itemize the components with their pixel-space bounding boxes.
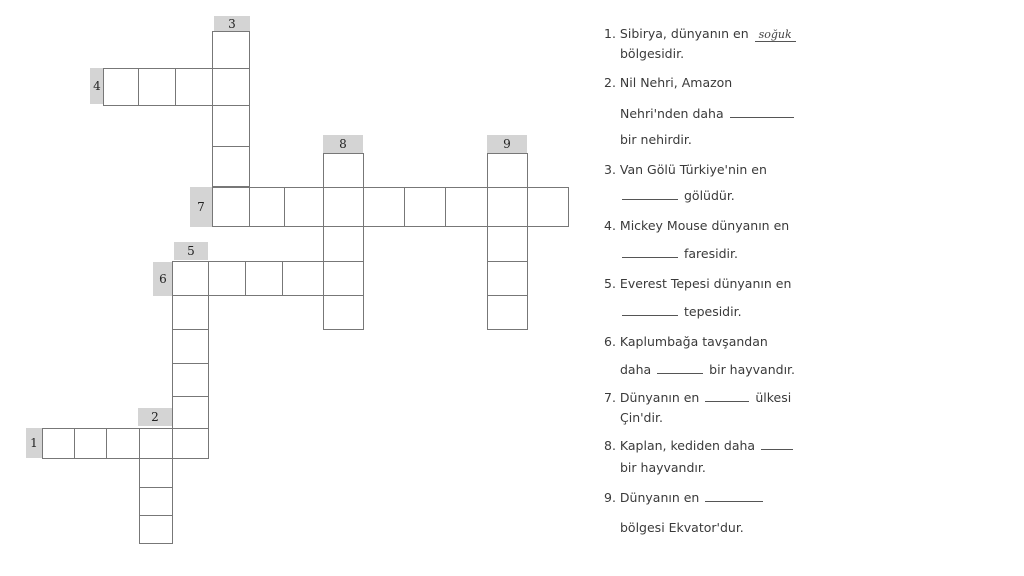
grid-cell[interactable] [172, 396, 209, 429]
answer-blank[interactable] [705, 490, 763, 502]
grid-cell[interactable] [139, 515, 173, 544]
grid-cell[interactable] [487, 261, 528, 296]
clue-2-continuation [620, 106, 796, 121]
grid-cell[interactable] [323, 226, 364, 262]
clue-number-label: 5. [604, 276, 616, 291]
grid-cell[interactable] [323, 261, 364, 296]
grid-cell[interactable] [106, 428, 140, 459]
grid-cell[interactable] [323, 295, 364, 330]
clue-7 [604, 390, 791, 405]
clue-text: Kaplan, kediden daha [619, 438, 756, 453]
clue-text: Everest Tepesi dünyanın en [619, 276, 792, 291]
answer-blank[interactable] [622, 304, 678, 316]
clue-text: faresidir. [683, 246, 738, 261]
clue-number-2: 2 [138, 408, 172, 426]
answer-blank[interactable] [657, 362, 703, 374]
grid-cell[interactable] [172, 428, 209, 459]
grid-cell[interactable] [172, 363, 209, 397]
grid-cell[interactable] [212, 187, 250, 227]
clue-9-continuation [620, 520, 744, 535]
answer-blank[interactable] [761, 438, 793, 450]
clue-6-continuation [620, 362, 795, 377]
grid-cell[interactable] [139, 458, 173, 488]
grid-cell[interactable] [208, 261, 246, 296]
grid-cell[interactable] [42, 428, 75, 459]
clue-number-7: 7 [190, 187, 212, 227]
clue-text: bir hayvandır. [709, 362, 796, 377]
answer-blank[interactable] [705, 390, 749, 402]
clue-text: gölüdür. [683, 188, 735, 203]
clue-2-continuation [620, 132, 692, 147]
clue-1-continuation [620, 46, 684, 61]
grid-cell[interactable] [139, 487, 173, 516]
clue-text: Dünyanın en [619, 490, 700, 505]
clue-1 [604, 26, 798, 42]
grid-cell[interactable] [527, 187, 569, 227]
clue-text: Nil Nehri, Amazon [619, 75, 733, 90]
grid-cell[interactable] [323, 187, 364, 227]
clue-7-continuation [620, 410, 663, 425]
grid-cell[interactable] [172, 295, 209, 330]
clue-8-continuation [620, 460, 706, 475]
grid-cell[interactable] [487, 187, 528, 227]
clue-2 [604, 75, 732, 90]
clue-number-4: 4 [90, 68, 104, 104]
grid-cell[interactable] [487, 295, 528, 330]
clue-text: tepesidir. [683, 304, 742, 319]
clue-8 [604, 438, 795, 453]
clue-number-label: 4. [604, 218, 616, 233]
grid-cell[interactable] [245, 261, 283, 296]
grid-cell[interactable] [323, 153, 364, 188]
clue-text: daha [620, 362, 652, 377]
answer-blank[interactable] [730, 106, 794, 118]
clue-number-label: 8. [604, 438, 616, 453]
clue-3-continuation [620, 188, 735, 203]
answer-blank[interactable] [622, 246, 678, 258]
clue-3 [604, 162, 767, 177]
grid-cell[interactable] [282, 261, 324, 296]
grid-cell[interactable] [445, 187, 488, 227]
clue-number-label: 7. [604, 390, 616, 405]
grid-cell[interactable] [212, 105, 250, 147]
clue-number-label: 3. [604, 162, 616, 177]
clue-text: Van Gölü Türkiye'nin en [619, 162, 767, 177]
clue-4-continuation [620, 246, 738, 261]
grid-cell[interactable] [487, 226, 528, 262]
clue-text: Dünyanın en [619, 390, 700, 405]
clue-text: bölgesidir. [620, 46, 685, 61]
answer-blank[interactable] [622, 188, 678, 200]
grid-cell[interactable] [404, 187, 446, 227]
grid-cell[interactable] [212, 68, 250, 106]
clue-4 [604, 218, 789, 233]
grid-cell[interactable] [487, 153, 528, 188]
grid-cell[interactable] [175, 68, 213, 106]
clue-number-label: 9. [604, 490, 616, 505]
clue-text: Nehri'nden daha [620, 106, 724, 121]
grid-cell[interactable] [139, 428, 173, 459]
clue-text: bölgesi Ekvator'dur. [620, 520, 744, 535]
grid-cell[interactable] [363, 187, 405, 227]
clue-text: Sibirya, dünyanın en [619, 26, 749, 41]
clue-number-3: 3 [214, 16, 250, 31]
clue-5 [604, 276, 791, 291]
clue-number-5: 5 [174, 242, 208, 260]
clue-number-8: 8 [323, 135, 363, 153]
clue-number-label: 1. [604, 26, 616, 41]
answer-example: soğuk [755, 29, 796, 42]
worksheet [14, 0, 816, 572]
clue-text: ülkesi [755, 390, 792, 405]
clue-number-1: 1 [26, 428, 42, 458]
grid-cell[interactable] [172, 261, 209, 296]
clue-text: Kaplumbağa tavşandan [619, 334, 768, 349]
grid-cell[interactable] [212, 146, 250, 187]
grid-cell[interactable] [212, 31, 250, 69]
grid-cell[interactable] [284, 187, 324, 227]
clue-number-9: 9 [487, 135, 527, 153]
grid-cell[interactable] [74, 428, 107, 459]
clue-9 [604, 490, 765, 505]
clue-text: bir hayvandır. [620, 460, 706, 475]
grid-cell[interactable] [103, 68, 139, 106]
grid-cell[interactable] [138, 68, 176, 106]
clue-number-label: 2. [604, 75, 616, 90]
clue-5-continuation [620, 304, 742, 319]
clue-number-6: 6 [153, 262, 173, 296]
clue-text: Mickey Mouse dünyanın en [619, 218, 790, 233]
clue-text: Çin'dir. [620, 410, 663, 425]
clue-text: bir nehirdir. [620, 132, 692, 147]
grid-cell[interactable] [249, 187, 285, 227]
clue-6 [604, 334, 768, 349]
grid-cell[interactable] [172, 329, 209, 364]
clue-number-label: 6. [604, 334, 616, 349]
